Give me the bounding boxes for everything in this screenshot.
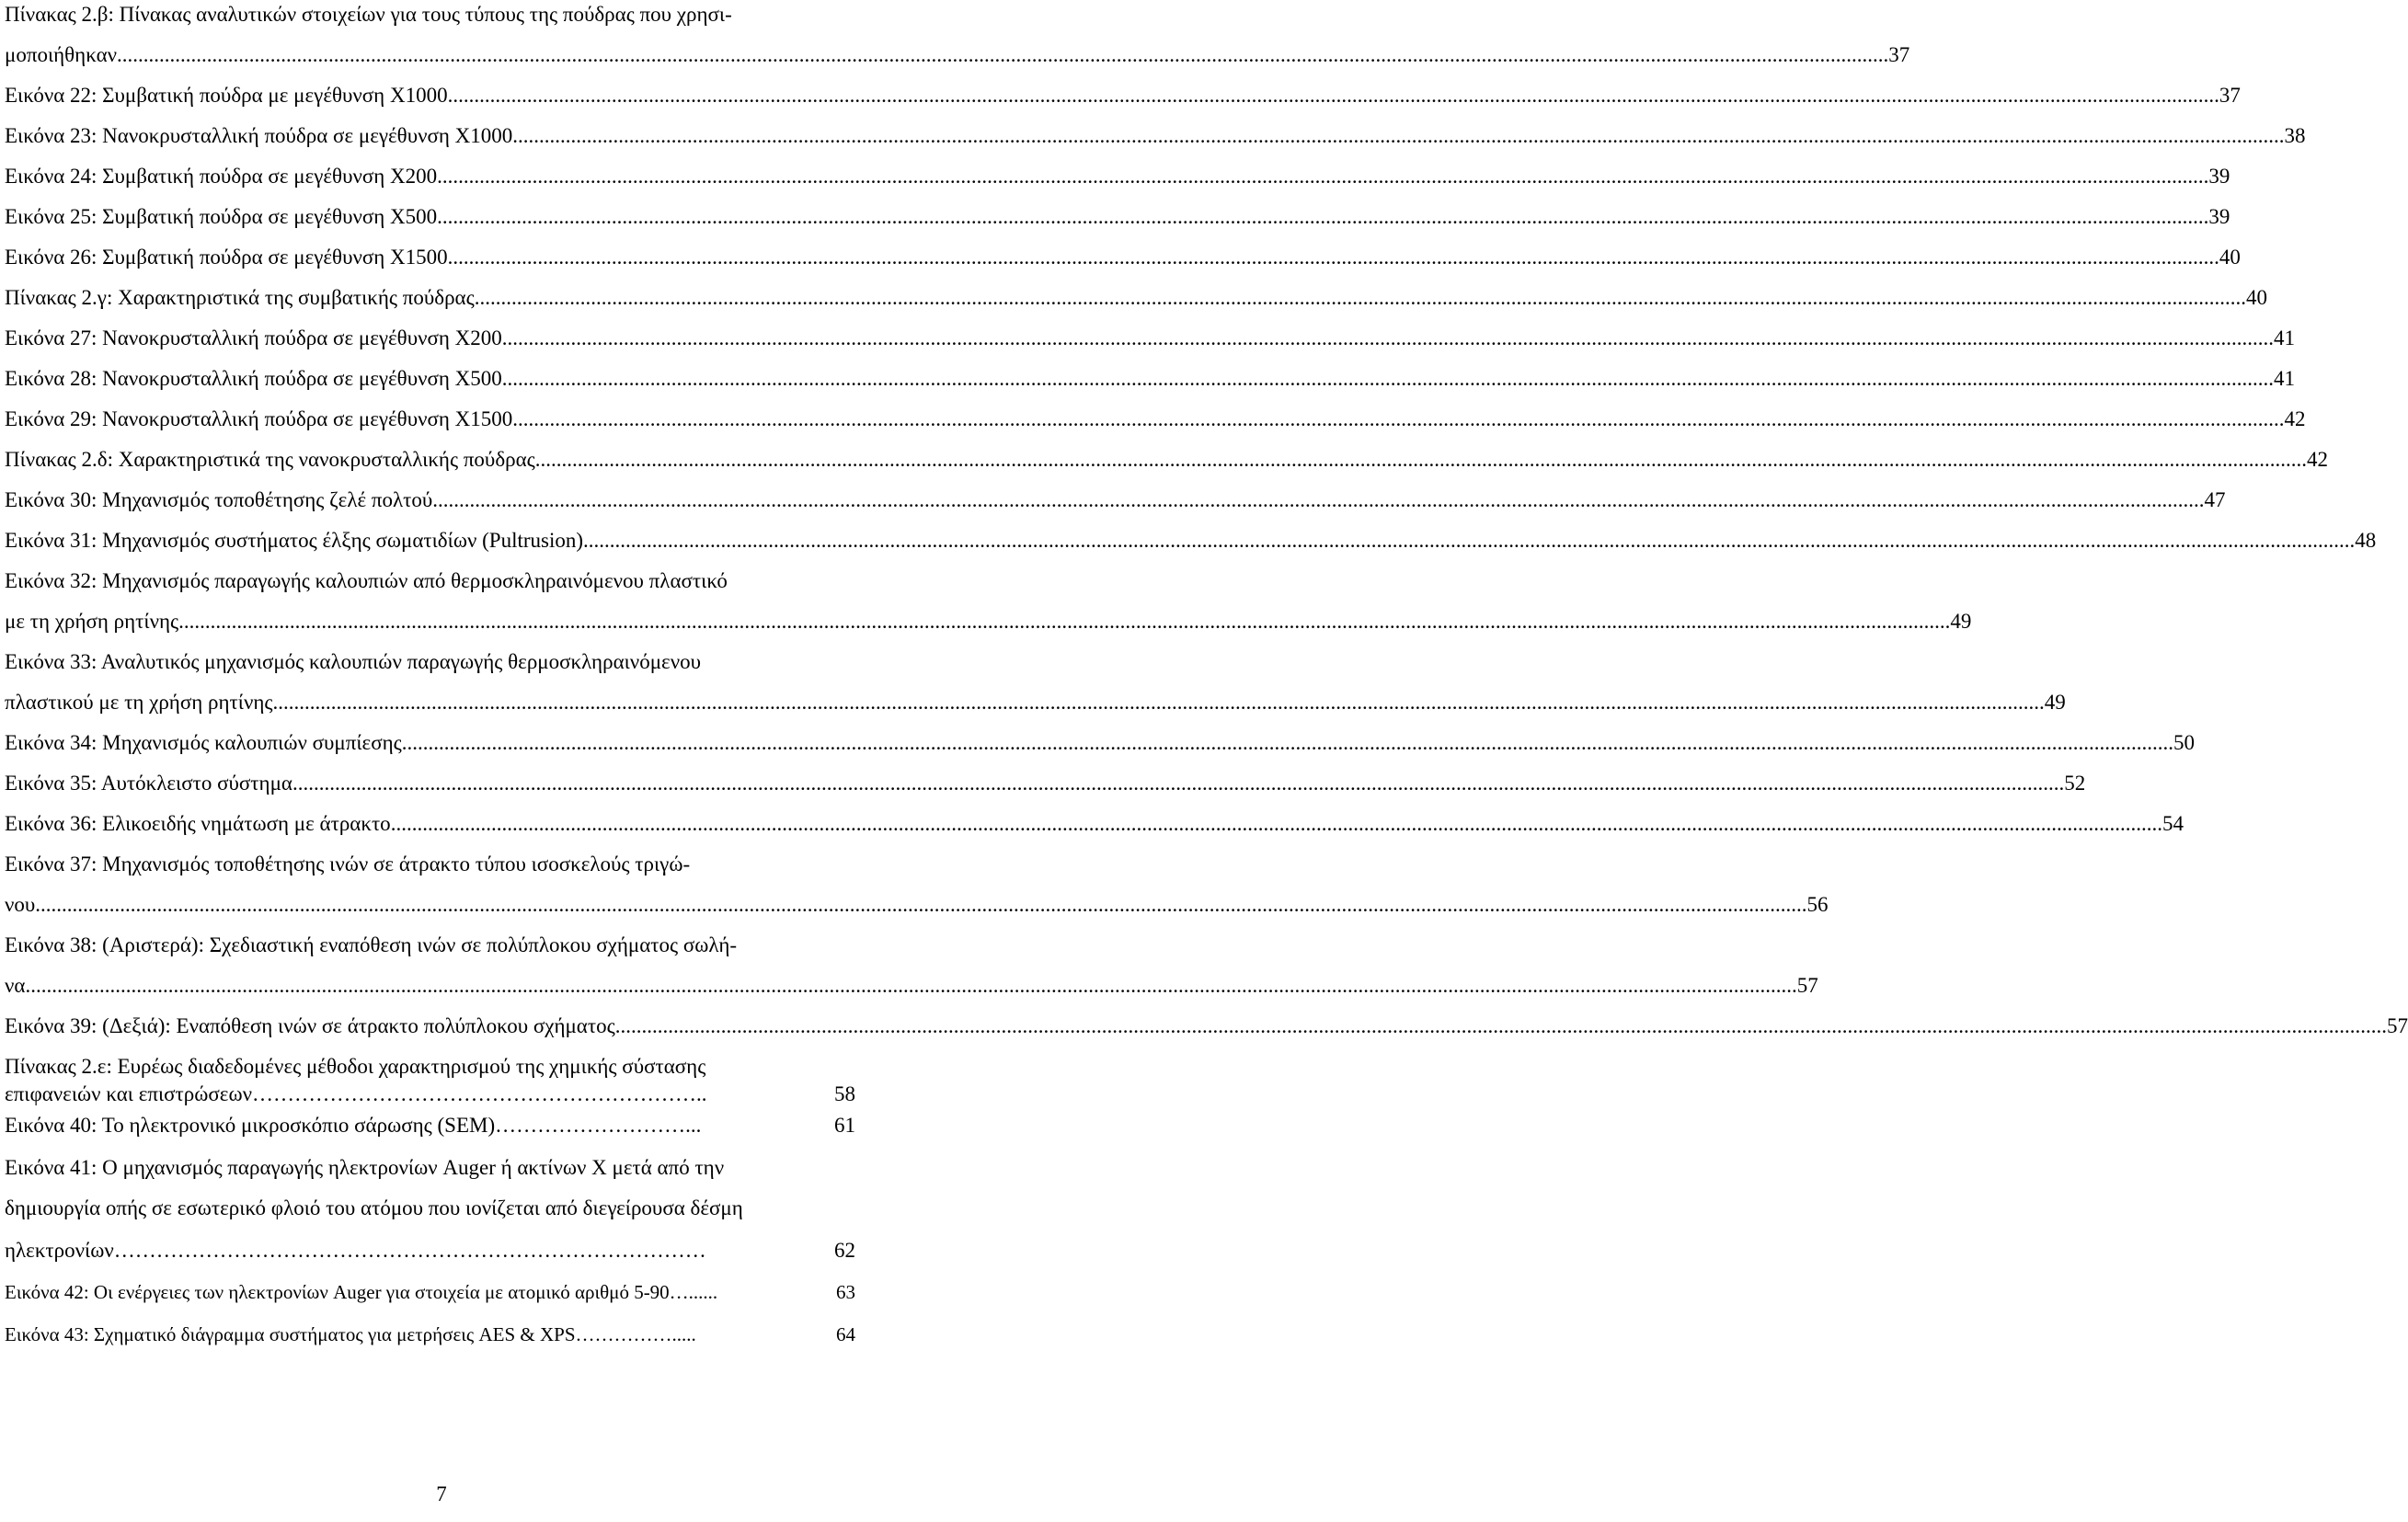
toc-entry: [5, 1054, 855, 1080]
toc-entry: [5, 406, 2306, 432]
toc-entry: [5, 528, 2377, 554]
toc-leader: [502, 366, 2274, 392]
toc-leader: [583, 528, 2355, 554]
toc-entry-page: 57: [1796, 974, 1818, 997]
toc-entry: [5, 204, 2230, 230]
toc-leader: [273, 690, 2045, 715]
toc-entry: [5, 123, 2306, 149]
toc-leader: [437, 204, 2208, 230]
toc-entry-text: Εικόνα 41: Ο μηχανισμός παραγωγής ηλεκτρονίων Auger ή ακτίνων X μετά από την: [5, 1156, 725, 1179]
toc-entry-page: 40: [2219, 246, 2241, 269]
toc-entry-page: 64: [836, 1323, 855, 1345]
toc-entry-page: 58: [834, 1082, 855, 1105]
toc-entry-text: Εικόνα 28: Νανοκρυσταλλική πούδρα σε μεγέθυνση X500: [5, 367, 502, 390]
toc-entry-page: 41: [2274, 367, 2296, 390]
toc-entry-page: 37: [1888, 43, 1910, 66]
toc-entry-text: Εικόνα 30: Μηχανισμός τοποθέτησης ζελέ πολτού: [5, 488, 433, 511]
toc-entry: [5, 1081, 855, 1107]
toc-entry-page: 63: [836, 1281, 855, 1303]
toc-entry-text: Εικόνα 35: Αυτόκλειστο σύστημα: [5, 772, 292, 795]
toc-leader: [437, 164, 2208, 189]
toc-leader: [178, 609, 1950, 635]
toc-entry-text: Εικόνα 25: Συμβατική πούδρα σε μεγέθυνση X500: [5, 205, 438, 228]
toc-entry-text: Εικόνα 24: Συμβατική πούδρα σε μεγέθυνση X200: [5, 165, 438, 188]
toc-entry: [5, 164, 2230, 189]
toc-entry-text: νου: [5, 893, 36, 916]
toc-entry-page: 56: [1806, 893, 1829, 916]
toc-leader: [512, 406, 2284, 432]
toc-entry-text: Εικόνα 42: Οι ενέργειες των ηλεκτρονίων Auger για στοιχεία με ατομικό αριθμό 5-90…......: [5, 1281, 718, 1303]
toc-leader: [402, 730, 2173, 756]
toc-entry: [5, 366, 2296, 392]
toc-entry-text: Εικόνα 43: Σχηματικό διάγραμμα συστήματος για μετρήσεις AES & XPS…………….....: [5, 1323, 696, 1345]
toc-entry-text: Εικόνα 27: Νανοκρυσταλλική πούδρα σε μεγέθυνση X200: [5, 326, 502, 349]
toc-entry-page: 42: [2307, 448, 2329, 471]
toc-entry: [5, 1113, 855, 1139]
toc-entry-text: Εικόνα 32: Μηχανισμός παραγωγής καλουπιών από θερμοσκληραινόμενου πλαστικό: [5, 569, 728, 592]
toc-entry-text: Εικόνα 34: Μηχανισμός καλουπιών συμπίεσης: [5, 731, 402, 754]
toc-entry: [5, 1322, 855, 1346]
toc-entry: [5, 1238, 855, 1264]
toc-entry: [5, 892, 1829, 918]
toc-entry: [5, 326, 2296, 351]
toc-entry-text: Πίνακας 2.γ: Χαρακτηριστικά της συμβατικής πούδρας: [5, 286, 475, 309]
toc-entry-page: 39: [2208, 205, 2230, 228]
toc-entry: [5, 568, 855, 594]
toc-entry: [5, 447, 2329, 473]
toc-entry: [5, 1155, 855, 1181]
toc-entry: [5, 1280, 855, 1304]
toc-entry-page: 52: [2064, 772, 2086, 795]
toc-entry: [5, 771, 2086, 796]
toc-leader: [25, 973, 1796, 999]
toc-entry-page: 37: [2219, 84, 2241, 107]
toc-entry-text: με τη χρήση ρητίνης: [5, 610, 179, 633]
toc-entry: [5, 285, 2267, 311]
toc-entry-text: Εικόνα 23: Νανοκρυσταλλική πούδρα σε μεγέθυνση X1000: [5, 124, 513, 147]
toc-entry: [5, 1196, 855, 1221]
toc-entry: [5, 933, 855, 958]
toc-entry-text: Εικόνα 38: (Αριστερά): Σχεδιαστική εναπόθεση ινών σε πολύπλοκου σχήματος σωλή-: [5, 933, 738, 956]
toc-entry: [5, 649, 855, 675]
toc-entry-page: 62: [834, 1239, 855, 1262]
toc-entry-text: ηλεκτρονίων…………………………………………………………………………: [5, 1239, 706, 1262]
toc-entry: [5, 811, 2184, 837]
toc-entry: [5, 83, 2241, 109]
toc-leader: [615, 1013, 2387, 1039]
toc-entry: [5, 1013, 2408, 1039]
toc-entry-text: Πίνακας 2.β: Πίνακας αναλυτικών στοιχείων για τους τύπους της πούδρας που χρησι-: [5, 3, 732, 26]
toc-leader: [502, 326, 2274, 351]
toc-entry-page: 42: [2284, 407, 2306, 430]
toc-leader: [475, 285, 2246, 311]
toc-leader: [35, 892, 1806, 918]
toc-entry-page: 49: [2044, 691, 2066, 714]
toc-entry-page: 48: [2355, 529, 2377, 552]
toc-leader: [448, 245, 2219, 270]
toc-entry-page: 40: [2245, 286, 2267, 309]
toc-entry-text: Πίνακας 2.δ: Χαρακτηριστικά της νανοκρυσταλλικής πούδρας: [5, 448, 535, 471]
toc-entry-text: επιφανειών και επιστρώσεων………………………………………………………..: [5, 1082, 707, 1105]
toc-entry-text: Εικόνα 29: Νανοκρυσταλλική πούδρα σε μεγέθυνση X1500: [5, 407, 513, 430]
toc-entry-text: Εικόνα 33: Αναλυτικός μηχανισμός καλουπιών παραγωγής θερμοσκληραινόμενου: [5, 650, 701, 673]
toc-leader: [448, 83, 2219, 109]
toc-entry-text: Εικόνα 36: Ελικοειδής νημάτωση με άτρακτο: [5, 812, 391, 835]
toc-leader: [535, 447, 2307, 473]
toc-entry-text: να: [5, 974, 26, 997]
toc-entry-page: 50: [2173, 731, 2195, 754]
toc-entry-page: 49: [1950, 610, 1972, 633]
toc-leader: [432, 487, 2204, 513]
toc-entry-text: πλαστικού με τη χρήση ρητίνης: [5, 691, 273, 714]
toc-entry-text: Εικόνα 31: Μηχανισμός συστήματος έλξης σωματιδίων (Pultrusion): [5, 529, 584, 552]
toc-entry: [5, 690, 2066, 715]
toc-entry: [5, 2, 855, 28]
toc-leader: [391, 811, 2162, 837]
toc-entry: [5, 852, 855, 877]
toc-entry: [5, 609, 1972, 635]
toc-entry-page: 47: [2204, 488, 2226, 511]
toc-entry-text: Εικόνα 26: Συμβατική πούδρα σε μεγέθυνση X1500: [5, 246, 448, 269]
toc-entry-page: 39: [2208, 165, 2230, 188]
toc-entry: [5, 730, 2195, 756]
toc-entry-text: Εικόνα 39: (Δεξιά): Εναπόθεση ινών σε άτρακτο πολύπλοκου σχήματος: [5, 1014, 615, 1037]
toc-entry-text: Εικόνα 22: Συμβατική πούδρα με μεγέθυνση X1000: [5, 84, 448, 107]
toc-entry: [5, 42, 1910, 68]
toc-entry-text: δημιουργία οπής σε εσωτερικό φλοιό του ατόμου που ιονίζεται από διεγείρουσα δέσμη: [5, 1196, 743, 1219]
page-number: 7: [436, 1482, 447, 1505]
toc-entry: [5, 973, 1818, 999]
toc-leader: [512, 123, 2284, 149]
toc-entry-page: 54: [2161, 812, 2184, 835]
toc-entry-page: 61: [834, 1114, 855, 1137]
toc-entry: [5, 487, 2226, 513]
toc-entry-page: 41: [2274, 326, 2296, 349]
toc-entry-text: Πίνακας 2.ε: Ευρέως διαδεδομένες μέθοδοι χαρακτηρισμού της χημικής σύστασης: [5, 1055, 706, 1078]
toc-leader: [117, 42, 1888, 68]
toc-entry: [5, 245, 2241, 270]
toc-entry-page: 57: [2386, 1014, 2408, 1037]
toc-entry-text: Εικόνα 40: Το ηλεκτρονικό μικροσκόπιο σάρωσης (SEM)………………………...: [5, 1114, 702, 1137]
toc-leader: [292, 771, 2064, 796]
toc-entry-text: Εικόνα 37: Μηχανισμός τοποθέτησης ινών σε άτρακτο τύπου ισοσκελούς τριγώ-: [5, 853, 691, 875]
toc-entry-page: 38: [2284, 124, 2306, 147]
toc-entry-text: μοποιήθηκαν: [5, 43, 118, 66]
